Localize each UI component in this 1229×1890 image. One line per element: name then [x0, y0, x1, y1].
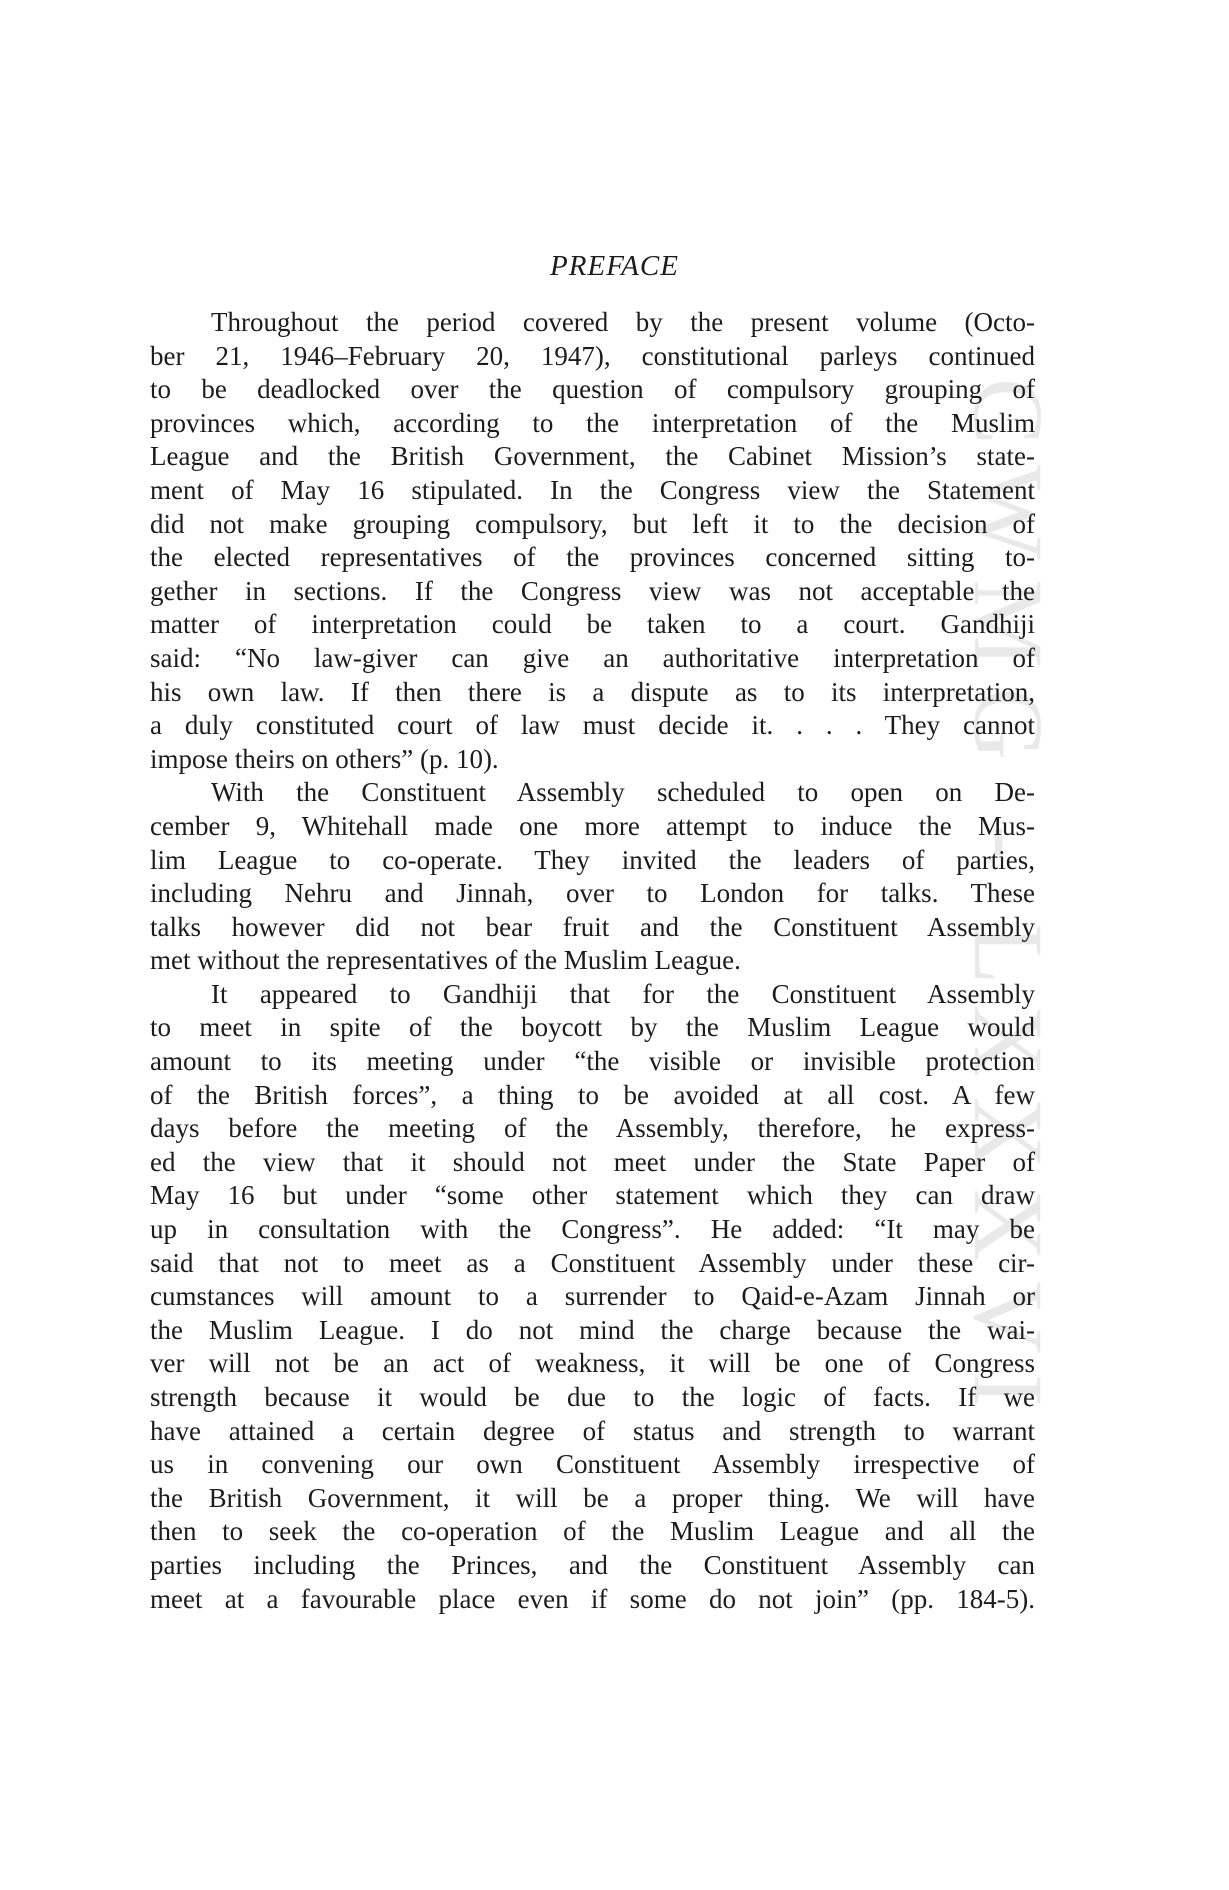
text-line: meet at a favourable place even if some do not join” (pp. 184-5).: [150, 1583, 1035, 1614]
paragraph-2: [150, 776, 1035, 978]
text-line: ber 21, 1946–February 20, 1947), constitutional parleys continued: [150, 340, 1035, 371]
text-line: a duly constituted court of law must decide it. . . . They cannot: [150, 710, 1035, 741]
text-line: of the British forces”, a thing to be avoided at all cost. A few: [150, 1079, 1035, 1110]
page-title: PREFACE: [550, 250, 679, 282]
body-text: [150, 306, 1035, 1616]
text-line: have attained a certain degree of status and strength to warrant: [150, 1415, 1035, 1446]
paragraph-3: [150, 978, 1035, 1616]
text-line: gether in sections. If the Congress view was not acceptable the: [150, 575, 1035, 606]
text-line: including Nehru and Jinnah, over to London for talks. These: [150, 878, 1035, 909]
text-line: met without the representatives of the Muslim League.: [150, 945, 741, 976]
text-line: impose theirs on others” (p. 10).: [150, 743, 499, 774]
text-line: said: “No law-giver can give an authoritative interpretation of: [150, 642, 1035, 673]
text-line: talks however did not bear fruit and the Constituent Assembly: [150, 911, 1035, 942]
text-line: then to seek the co-operation of the Muslim League and all the: [150, 1516, 1035, 1547]
text-line: League and the British Government, the Cabinet Mission’s state-: [150, 441, 1035, 472]
text-line: With the Constituent Assembly scheduled to open on De-: [211, 777, 1035, 808]
text-line: the Muslim League. I do not mind the charge because the wai-: [150, 1314, 1035, 1345]
text-line: ver will not be an act of weakness, it will be one of Congress: [150, 1348, 1035, 1379]
text-line: to meet in spite of the boycott by the Muslim League would: [150, 1012, 1035, 1043]
text-line: parties including the Princes, and the Constituent Assembly can: [150, 1549, 1035, 1580]
text-line: cumstances will amount to a surrender to Qaid-e-Azam Jinnah or: [150, 1281, 1035, 1312]
text-line: matter of interpretation could be taken to a court. Gandhiji: [150, 609, 1035, 640]
text-line: to be deadlocked over the question of compulsory grouping of: [150, 374, 1035, 405]
text-line: ed the view that it should not meet under the State Paper of: [150, 1146, 1035, 1177]
text-line: us in convening our own Constituent Assembly irrespective of: [150, 1449, 1035, 1480]
text-line: provinces which, according to the interpretation of the Muslim: [150, 407, 1035, 438]
watermark: CWMG - LXXXVI: [953, 378, 1064, 1427]
text-line: It appeared to Gandhiji that for the Constituent Assembly: [211, 978, 1035, 1009]
text-line: days before the meeting of the Assembly, therefore, he express-: [150, 1113, 1035, 1144]
text-line: cember 9, Whitehall made one more attempt to induce the Mus-: [150, 810, 1035, 841]
text-line: lim League to co-operate. They invited the leaders of parties,: [150, 844, 1035, 875]
text-line: May 16 but under “some other statement which they can draw: [150, 1180, 1035, 1211]
text-line: the British Government, it will be a proper thing. We will have: [150, 1482, 1035, 1513]
text-line: the elected representatives of the provinces concerned sitting to-: [150, 542, 1035, 573]
paragraph-1: [150, 306, 1035, 776]
text-line: up in consultation with the Congress”. He added: “It may be: [150, 1214, 1035, 1245]
text-line: did not make grouping compulsory, but left it to the decision of: [150, 508, 1035, 539]
text-line: said that not to meet as a Constituent Assembly under these cir-: [150, 1247, 1035, 1278]
text-line: Throughout the period covered by the present volume (Octo-: [211, 307, 1035, 337]
text-line: amount to its meeting under “the visible or invisible protection: [150, 1046, 1035, 1077]
text-line: strength because it would be due to the logic of facts. If we: [150, 1382, 1035, 1412]
text-line: ment of May 16 stipulated. In the Congress view the Statement: [150, 474, 1035, 505]
text-line: his own law. If then there is a dispute as to its interpretation,: [150, 676, 1035, 707]
